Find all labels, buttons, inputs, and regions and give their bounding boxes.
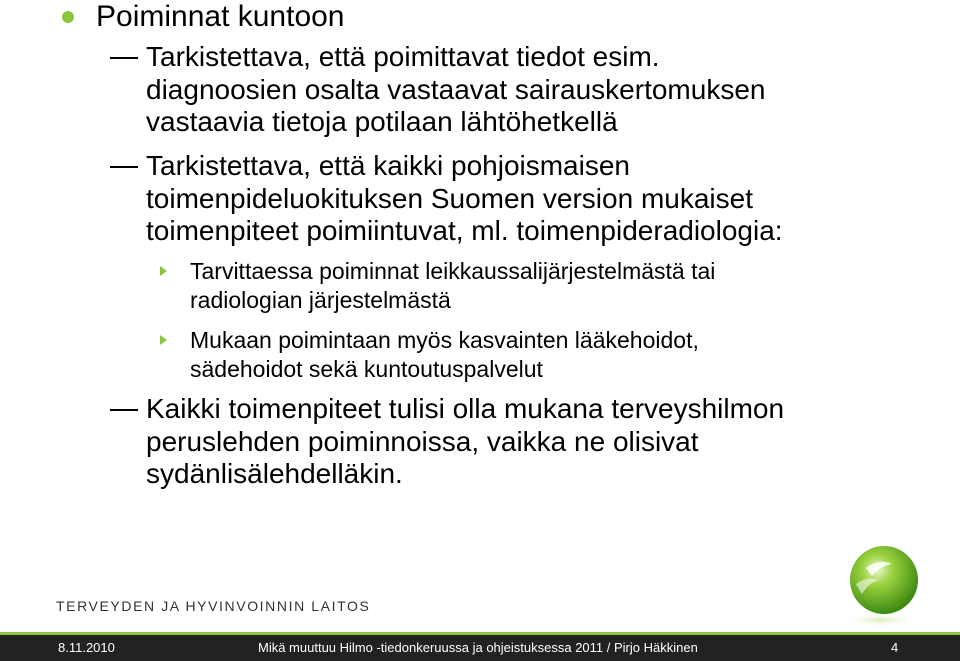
dash-bullet-icon [110,409,138,411]
page-number: 4 [891,640,899,655]
round-bullet-icon [62,11,74,23]
dash-bullet-icon [110,57,138,59]
green-orb-icon [826,540,936,630]
footer-accent-line [0,632,960,635]
footer-title: Mikä muuttuu Hilmo -tiedonkeruussa ja ohjeistuksessa 2011 / Pirjo Häkkinen [258,640,698,655]
list-item-text: Kaikki toimenpiteet tulisi olla mukana terveyshilmon peruslehden poiminnoissa, vaikka ne olisivat sydänlisälehdelläkin. [146,393,785,489]
list-item-text: Tarkistettava, että kaikki pohjoismaisen toimenpideluokituksen Suomen version mukaiset toimenpiteet poimiintuvat, ml. toimenpideradiologia: [146,150,783,246]
footer-date: 8.11.2010 [58,640,115,655]
slide-heading: Poiminnat kuntoon [96,0,345,33]
organization-name: TERVEYDEN JA HYVINVOINNIN LAITOS [56,598,371,614]
footer-bar [0,632,960,661]
dash-bullet-icon [110,166,138,168]
triangle-bullet-icon [160,335,167,345]
triangle-bullet-icon [160,266,167,276]
sub-list-item-text: Tarvittaessa poiminnat leikkaussalijärjestelmästä tai radiologian järjestelmästä [190,258,716,313]
sub-list-item-text: Mukaan poimintaan myös kasvainten lääkehoidot, sädehoidot sekä kuntoutuspalvelut [190,327,699,382]
list-item-text: Tarkistettava, että poimittavat tiedot esim. diagnoosien osalta vastaavat sairauskertomuksen vastaavia tietoja potilaan lähtöhetkellä [146,41,766,137]
